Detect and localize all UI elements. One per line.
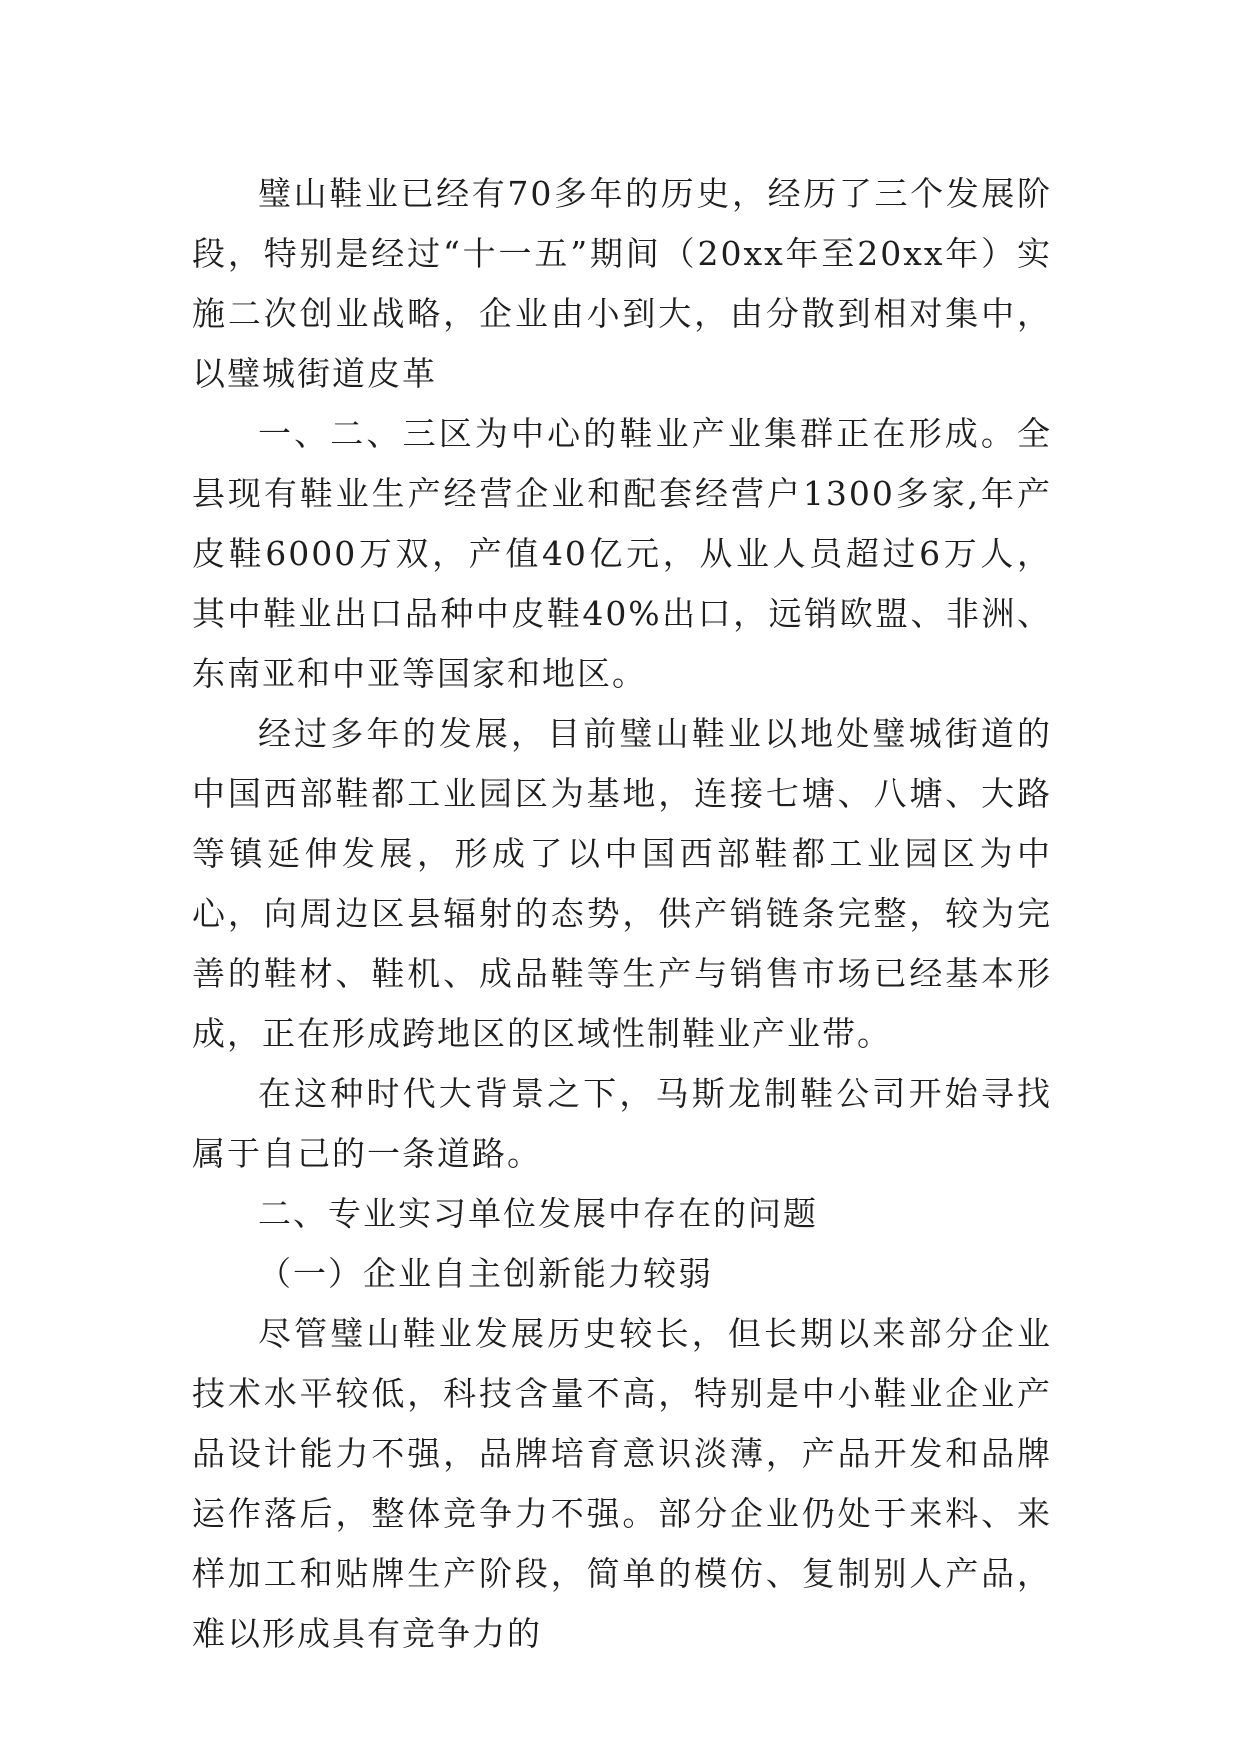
paragraph-history: 璧山鞋业已经有70多年的历史，经历了三个发展阶段，特别是经过“十一五”期间（20xx年至20xx年）实施二次创业战略，企业由小到大，由分散到相对集中，以璧城街道皮革 — [192, 174, 1052, 393]
document-body — [192, 164, 1052, 1664]
subsection-heading-innovation: （一）企业自主创新能力较弱 — [258, 1254, 713, 1293]
paragraph-development: 经过多年的发展，目前璧山鞋业以地处璧城街道的中国西部鞋都工业园区为基地，连接七塘、八塘、大路等镇延伸发展，形成了以中国西部鞋都工业园区为中心，向周边区县辐射的态势，供产销链条完整，较为完善的鞋材、鞋机、成品鞋等生产与销售市场已经基本形成，正在形成跨地区的区域性制鞋业产业带。 — [192, 714, 1052, 1053]
paragraph-background: 在这种时代大背景之下，马斯龙制鞋公司开始寻找属于自己的一条道路。 — [192, 1074, 1052, 1173]
section-heading-problems: 二、专业实习单位发展中存在的问题 — [258, 1194, 818, 1233]
paragraph-innovation-weakness: 尽管璧山鞋业发展历史较长，但长期以来部分企业技术水平较低，科技含量不高，特别是中小鞋业企业产品设计能力不强，品牌培育意识淡薄，产品开发和品牌运作落后，整体竞争力不强。部分企业仍处于来料、来样加工和贴牌生产阶段，简单的模仿、复制别人产品，难以形成具有竞争力的 — [192, 1314, 1052, 1653]
paragraph-industry-cluster: 一、二、三区为中心的鞋业产业集群正在形成。全县现有鞋业生产经营企业和配套经营户1300多家,年产皮鞋6000万双，产值40亿元，从业人员超过6万人，其中鞋业出口品种中皮鞋40%出口，远销欧盟、非洲、东南亚和中亚等国家和地区。 — [192, 414, 1052, 693]
